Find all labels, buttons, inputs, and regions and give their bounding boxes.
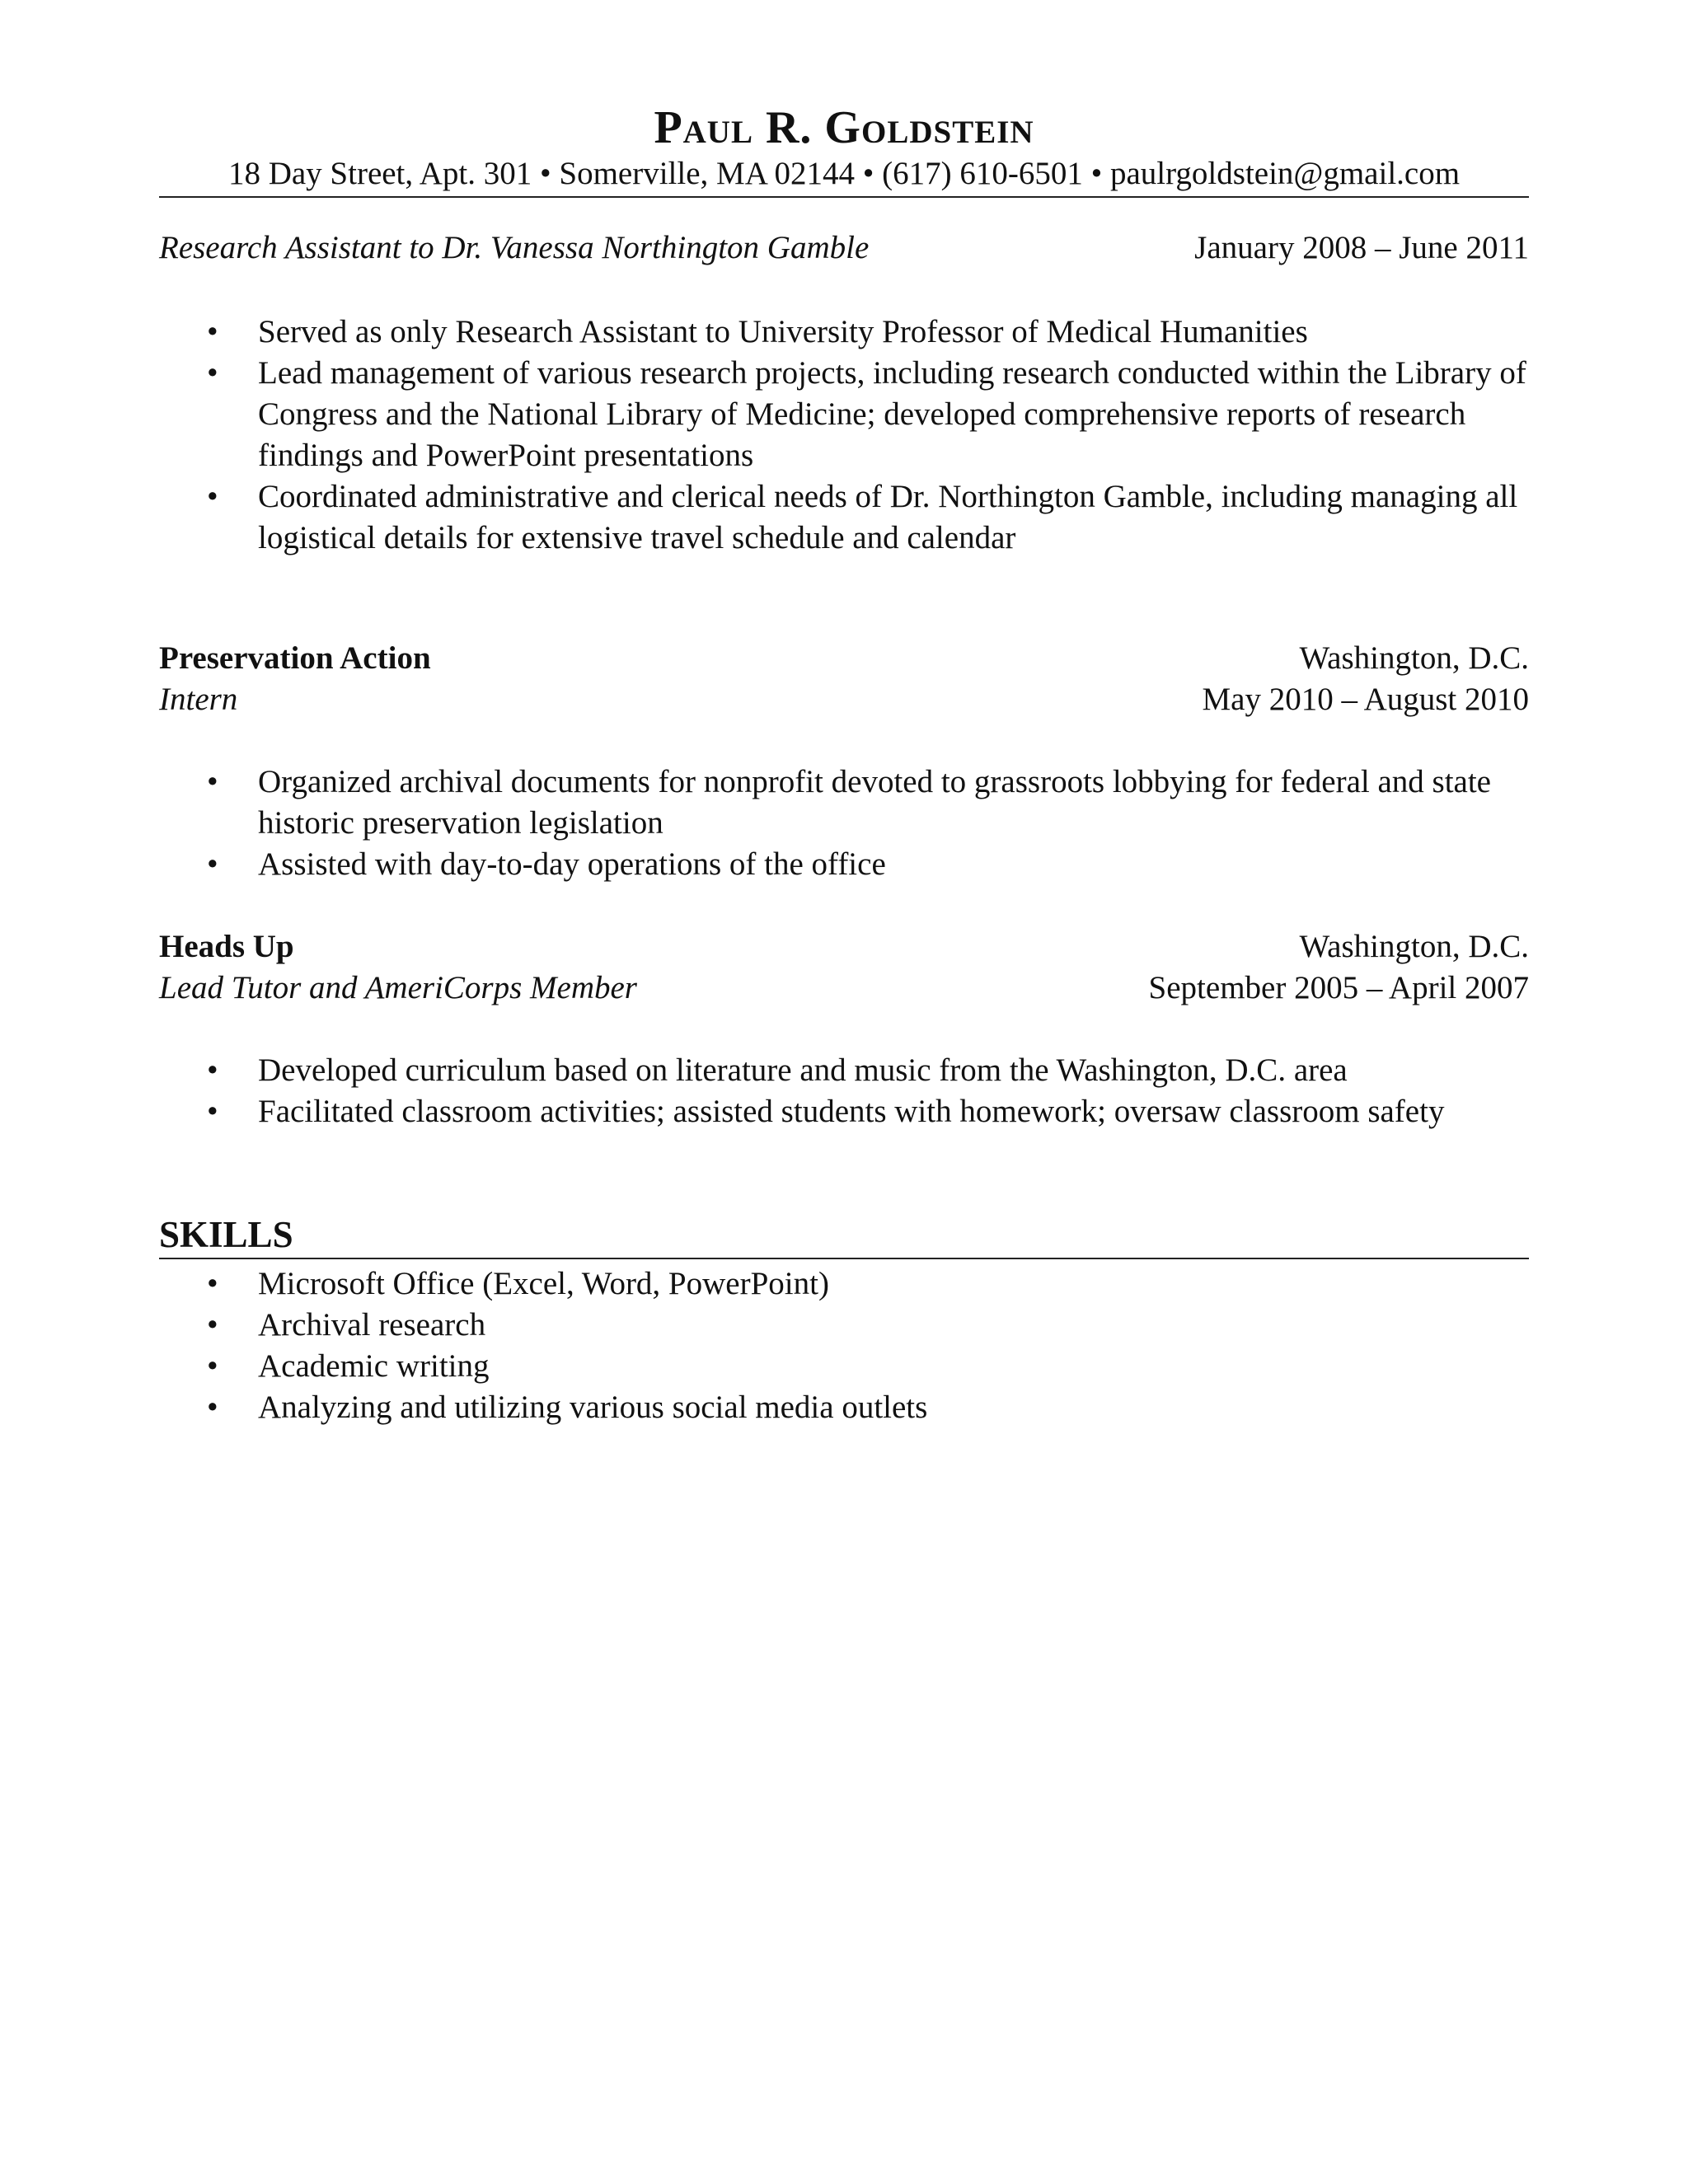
bullet-glyph: •	[207, 1307, 218, 1343]
skill-2: Archival research	[258, 1307, 486, 1343]
job-2-bullet-1: Organized archival documents for nonprofit devoted to grassroots lobbying for federal and state historic preservation legislation	[258, 764, 1491, 841]
job-3-organization: Heads Up	[159, 929, 294, 964]
bullet-glyph: •	[207, 314, 218, 349]
job-2-dates: May 2010 – August 2010	[1202, 682, 1529, 717]
job-3-subheader	[159, 968, 1529, 1009]
bullet-glyph: •	[207, 1052, 218, 1088]
list-item	[159, 762, 1529, 844]
list-item	[159, 1346, 1529, 1387]
bullet-glyph: •	[207, 1094, 218, 1129]
list-item	[159, 1050, 1529, 1091]
job-2-bullet-list	[159, 762, 1529, 885]
job-3-bullet-2: Facilitated classroom activities; assisted students with homework; oversaw classroom safety	[258, 1094, 1445, 1129]
job-1-bullet-3: Coordinated administrative and clerical needs of Dr. Northington Gamble, including managing all logistical details for extensive travel schedule and calendar	[258, 479, 1518, 555]
list-item	[159, 1263, 1529, 1305]
job-2-header	[159, 638, 1529, 679]
bullet-glyph: •	[207, 1390, 218, 1425]
bullet-glyph: •	[207, 846, 218, 882]
job-2-bullet-2: Assisted with day-to-day operations of the office	[258, 846, 886, 882]
job-3-dates: September 2005 – April 2007	[1148, 970, 1529, 1005]
job-1-bullet-2: Lead management of various research projects, including research conducted within the Library of Congress and the National Library of Medicine; developed comprehensive reports of research findings and PowerPoint presentations	[258, 355, 1526, 473]
bullet-glyph: •	[207, 1348, 218, 1384]
job-3-header	[159, 926, 1529, 968]
list-item	[159, 476, 1529, 559]
header-divider	[159, 196, 1529, 198]
list-item	[159, 312, 1529, 353]
bullet-glyph: •	[207, 355, 218, 391]
skills-heading: SKILLS	[159, 1214, 293, 1255]
job-2-location: Washington, D.C.	[1299, 640, 1529, 676]
skill-1: Microsoft Office (Excel, Word, PowerPoint)	[258, 1266, 829, 1301]
list-item	[159, 353, 1529, 476]
contact-line: 18 Day Street, Apt. 301 • Somerville, MA 02144 • (617) 610-6501 • paulrgoldstein@gmail.com	[227, 156, 1461, 191]
job-3-bullet-list	[159, 1050, 1529, 1132]
bullet-glyph: •	[207, 479, 218, 514]
job-2-title: Intern	[159, 682, 238, 717]
skill-3: Academic writing	[258, 1348, 490, 1384]
job-2-organization: Preservation Action	[159, 640, 431, 676]
bullet-glyph: •	[207, 764, 218, 799]
job-3-location: Washington, D.C.	[1299, 929, 1529, 964]
skill-4: Analyzing and utilizing various social media outlets	[258, 1390, 928, 1425]
bullet-glyph: •	[207, 1266, 218, 1301]
list-item	[159, 1387, 1529, 1428]
job-3-bullet-1: Developed curriculum based on literature and music from the Washington, D.C. area	[258, 1052, 1348, 1088]
list-item	[159, 844, 1529, 885]
job-1-bullet-1: Served as only Research Assistant to University Professor of Medical Humanities	[258, 314, 1308, 349]
job-1-dates: January 2008 – June 2011	[1194, 230, 1529, 265]
skills-list	[159, 1263, 1529, 1428]
job-2-subheader	[159, 679, 1529, 720]
job-1-title: Research Assistant to Dr. Vanessa Northington Gamble	[159, 230, 870, 265]
job-1-bullet-list	[159, 312, 1529, 559]
skills-divider	[159, 1258, 1529, 1259]
list-item	[159, 1305, 1529, 1346]
job-3-title: Lead Tutor and AmeriCorps Member	[159, 970, 637, 1005]
job-1-header	[159, 227, 1529, 269]
list-item	[159, 1091, 1529, 1132]
candidate-name: Paul R. Goldstein	[654, 102, 1034, 153]
